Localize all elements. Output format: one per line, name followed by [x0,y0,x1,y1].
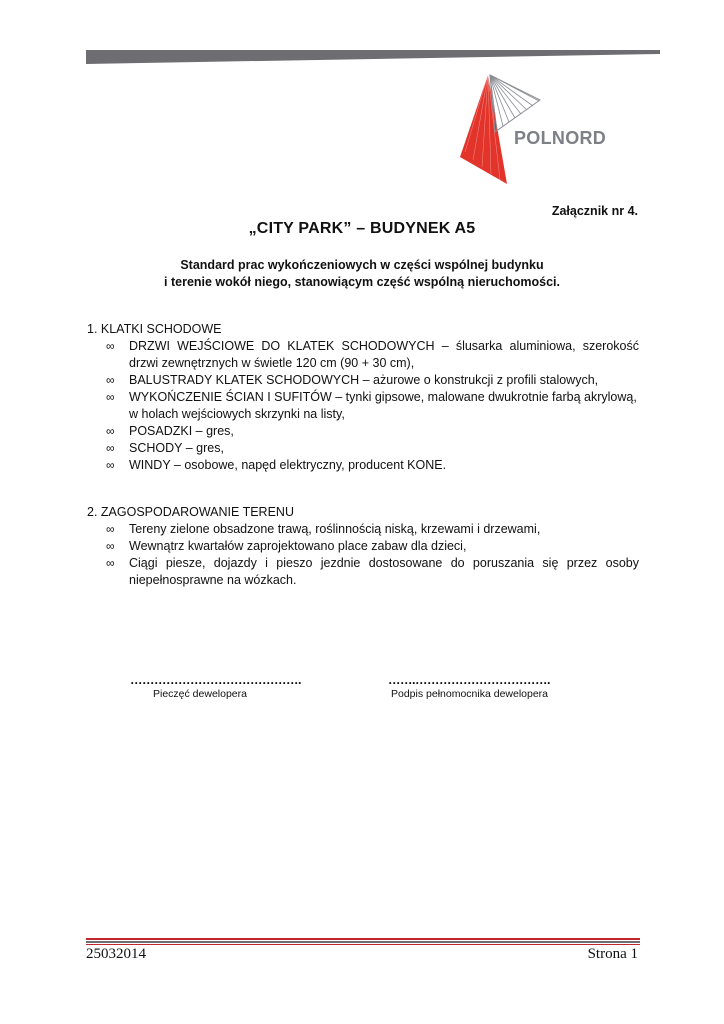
list-item [87,372,639,389]
section-list [87,521,639,589]
annex-label: Załącznik nr 4. [551,204,638,218]
section-list [87,338,639,474]
signature-line-developer-stamp: ……………………………………. [130,673,301,687]
signature-label-developer-stamp: Pieczęć dewelopera [153,688,247,700]
list-item-text: DRZWI WEJŚCIOWE DO KLATEK SCHODOWYCH – ślusarka aluminiowa, szerokość drzwi zewnętrznych w świetle 120 cm (90 + 30 cm), [129,339,639,370]
section-heading: 2. ZAGOSPODAROWANIE TERENU [87,505,294,519]
subtitle-line-1: Standard prac wykończeniowych w części wspólnej budynku [180,258,544,272]
bullet-icon: ∞ [106,441,115,455]
list-item [87,521,639,538]
page-subtitle [0,257,724,291]
list-item-text: Wewnątrz kwartałów zaprojektowano place zabaw dla dzieci, [129,539,467,553]
list-item [87,440,639,457]
list-item-text: Ciągi piesze, dojazdy i pieszo jezdnie dostosowane do poruszania się przez osoby niepełnosprawne na wózkach. [129,556,639,587]
signature-label-proxy: Podpis pełnomocnika dewelopera [391,688,549,700]
list-item-text: Tereny zielone obsadzone trawą, roślinnością niską, krzewami i drzewami, [129,522,541,536]
list-item [87,389,639,423]
logo-text: POLNORD [514,128,607,148]
list-item [87,538,639,555]
list-item [87,457,639,474]
footer-rule [86,938,640,946]
list-item-text: SCHODY – gres, [129,441,224,455]
list-item-text: BALUSTRADY KLATEK SCHODOWYCH – ażurowe o konstrukcji z profili stalowych, [129,373,599,387]
footer-page-number: Strona 1 [587,946,638,962]
signature-line-proxy: …….……………………………. [388,673,550,687]
list-item-text: POSADZKI – gres, [129,424,234,438]
page-title: „CITY PARK” – BUDYNEK A5 [248,220,476,237]
list-item [87,423,639,440]
bullet-icon: ∞ [106,424,115,438]
list-item [87,338,639,372]
section-stairwells [87,321,639,474]
bullet-icon: ∞ [106,373,115,387]
bullet-icon: ∞ [106,339,115,353]
bullet-icon: ∞ [106,539,115,553]
list-item-text-continued: w holach wejściowych skrzynki na listy, [129,407,345,421]
section-land-development [87,504,639,589]
bullet-icon: ∞ [106,390,115,404]
bullet-icon: ∞ [106,458,115,472]
subtitle-line-2: i terenie wokół niego, stanowiącym część wspólną nieruchomości. [164,275,560,289]
list-item [87,555,639,589]
list-item-text: WYKOŃCZENIE ŚCIAN I SUFITÓW – tynki gipsowe, malowane dwukrotnie farbą akrylową, [129,390,637,404]
footer-date: 25032014 [86,946,146,962]
section-heading: 1. KLATKI SCHODOWE [87,322,222,336]
bullet-icon: ∞ [106,522,115,536]
bullet-icon: ∞ [106,556,115,570]
list-item-text: WINDY – osobowe, napęd elektryczny, producent KONE. [129,458,447,472]
header-bar [86,50,660,64]
